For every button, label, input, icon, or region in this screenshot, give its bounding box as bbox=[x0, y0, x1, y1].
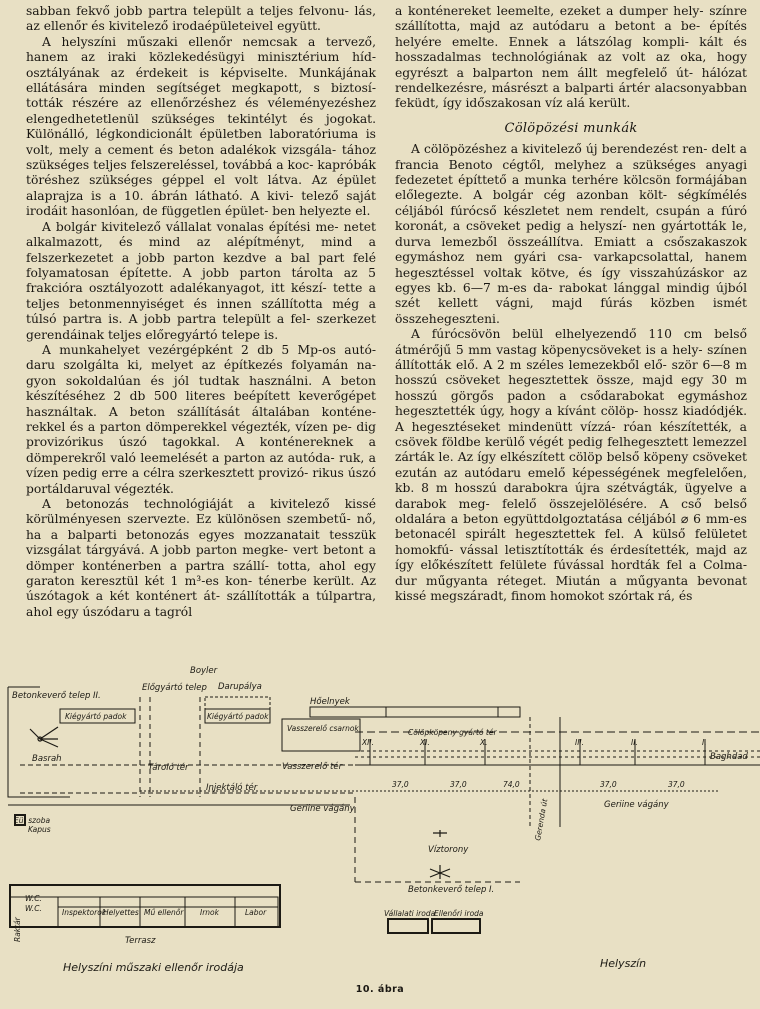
paragraph: A fúrócsövön belül elhelyezendő 110 cm belső átmérőjű 5 mm vastag köpenycsöveket is a hely- színen állították elő. A 2 m széles lemezekből elő- ször 6—8 m hosszú csöveket hegesztettek össze, majd egy 30 m hosszú görgős padon a csődarabokat egymáshoz hegesztették úgy, hogy a kívánt cölöp- hossz kiadódjék. A hegesztéseket mindenütt vízzá- róan készítették, a csövek földbe kerülő végét pedig felhegesztett lemezzel zárták le. Az így elkészített cölöp belső köpeny csöveket ezután az autódaru emelő képességének megfelelően, kb. 8 m hosszú darabokra újra szétvágták, ügyelve a darabok meg- felelő összejelölésére. A cső belső oldalára a beton együttdolgoztatása céljából ⌀ 6 mm-es betonacél spirált hegesztettek fel. A külső felületet homokfú- vással letisztították és érdesítették, majd az így előkészített felülete fúvással hordták fel a Colma- dur műgyanta réteget. Miután a műgyanta bevonat kissé megszáradt, finom homokot szórtak rá, és bbox=[395, 327, 747, 604]
building-outline bbox=[386, 707, 498, 717]
pier-label: XI. bbox=[420, 738, 430, 747]
figure-label: W.C. bbox=[25, 904, 42, 913]
paragraph: A betonozás technológiáját a kivitelező kissé körülményesen szervezte. Ez különösen szembetű- nő, ha a balparti betonozás egyes mozzanatait tesszük vizsgálat tárgyává. A jobb parton megke- vert betont a dömper konténerben a partra szállí- totta, ahol egy garaton keresztül két 1 m³-es kon- ténerbe került. Az úszótagok a két konténert át- szállították a túlpartra, ahol egy úszódaru a tagról bbox=[26, 497, 376, 619]
pier-label: III. bbox=[575, 738, 585, 747]
paragraph: A cölöpözéshez a kivitelező új berendezést ren- delt a francia Benoto cégtől, melyhez a szükséges anyagi fedezetet építtető a munka terhére kölcsön formájában előlegezte. A bolgár cég azonban költ- ségkímélés céljából fúrócső készletet nem rendelt, csupán a fúró koronát, a csöveket pedig a helyszí- nen gyártották le, durva lemezből összeállítva. Emiatt a csőszakaszok egymáshoz nem gyári csa- varkapcsolattal, hanem hegesztéssel voltak kötve, és így visszahúzáskor az egyes kb. 6—7 m-es da- rabokat lánggal mindig újból szét kellett vágni, majd fúrás közben ismét összehegeszteni. bbox=[395, 142, 747, 326]
pier-label: I. bbox=[702, 738, 707, 747]
figure-caption: 10. ábra bbox=[355, 984, 405, 995]
paragraph: sabban fekvő jobb partra települt a teljes felvonu- lás, az ellenőr és kivitelező irodaépületeivel együtt. bbox=[26, 4, 376, 34]
figure-label: Helyettes bbox=[103, 908, 139, 917]
figure-label: Betonkeverő telep I. bbox=[408, 885, 495, 895]
figure-label: Labor bbox=[245, 908, 267, 917]
building-outline bbox=[388, 919, 428, 933]
figure-label: Irnok bbox=[200, 908, 219, 917]
dimension-label: 37,0 bbox=[600, 780, 617, 789]
figure-label: Kapus bbox=[28, 825, 51, 834]
left-text-column bbox=[26, 4, 376, 620]
figure-label: Hőelnyek bbox=[310, 697, 350, 707]
pier-label: XII. bbox=[362, 738, 374, 747]
figure-label: Terrasz bbox=[125, 936, 156, 946]
tower-symbol bbox=[433, 830, 447, 837]
crane-track bbox=[140, 697, 200, 797]
building-outline bbox=[310, 707, 520, 717]
figure-label: Gerenda út bbox=[533, 798, 550, 842]
paragraph: A bolgár kivitelező vállalat vonalas építési me- netet alkalmazott, és mind az alépítményt, mind a felszerkezetet a jobb parton kezdve a bal part felé folyamatosan építette. A jobb parton tárolta az 5 frakcióra osztályozott adalékanyagot, itt készí- tette a teljes betonmennyiséget és innen szállította még a túlsó partra is. A jobb partra települt a fel- szerkezet gerendáinak teljes előregyártó telepe is. bbox=[26, 219, 376, 342]
figure-label: Ellenőri iroda bbox=[434, 909, 484, 918]
pier-label: II. bbox=[631, 738, 638, 747]
figure-label: Geriine vágány bbox=[604, 800, 669, 810]
figure-label: Basrah bbox=[32, 754, 62, 764]
right-text-column bbox=[395, 4, 747, 604]
mixer-symbol bbox=[30, 727, 58, 747]
figure-label: Injektáló tér bbox=[206, 783, 258, 793]
dimension-label: 37,0 bbox=[450, 780, 467, 789]
figure-label: Vasszerelő csarnok bbox=[287, 724, 359, 733]
figure-label: Előgyártó telep bbox=[142, 683, 207, 693]
dimension-label: 74,0 bbox=[503, 780, 520, 789]
site-plan-drawing bbox=[0, 657, 760, 977]
figure-label: Geriine vágány bbox=[290, 804, 355, 814]
figure-label: W.C. bbox=[25, 894, 42, 903]
figure-label: Kiégyártó padok bbox=[207, 712, 269, 721]
figure-label: Eü. szoba bbox=[14, 816, 51, 825]
figure-label: Betonkeverő telep II. bbox=[12, 691, 101, 701]
figure-label: Helyszín bbox=[600, 957, 647, 970]
pier-label: X. bbox=[480, 738, 488, 747]
figure-label: Víztorony bbox=[428, 845, 469, 855]
site-boundary bbox=[8, 687, 70, 797]
figure-label: Tároló tér bbox=[148, 763, 189, 773]
building-outline bbox=[432, 919, 480, 933]
section-heading: Cölöpözési munkák bbox=[504, 120, 638, 136]
figure-label: Kiégyártó padok bbox=[65, 712, 127, 721]
bridge-line bbox=[355, 751, 760, 757]
site-boundary bbox=[355, 797, 520, 882]
figure-label: Inspektorok bbox=[62, 908, 107, 917]
figure-label: Vasszerelő tér bbox=[282, 762, 343, 772]
figure-label: Boyler bbox=[190, 666, 218, 676]
dimension-label: 37,0 bbox=[668, 780, 685, 789]
paragraph: a konténereket leemelte, ezeket a dumper hely- színre szállította, majd az autódaru a betont a be- építés helyére emelte. Ennek a látszólag kompli- kált és hosszadalmas technológiának az volt az oka, hogy egyrészt a balparton nem állt megfelelő út- hálózat rendelkezésre, másrészt a balparti ártér alacsonyabban feküdt, így időszakosan víz alá került. bbox=[395, 4, 747, 111]
mixer-symbol bbox=[430, 865, 450, 879]
figure-label: Baghdad bbox=[710, 752, 748, 762]
office-outline bbox=[10, 885, 280, 927]
site-layout-figure bbox=[0, 657, 760, 977]
figure-label: Vállalati iroda bbox=[384, 909, 436, 918]
figure-label: Mű ellenőr bbox=[144, 908, 184, 917]
figure-label: Raktár bbox=[13, 917, 22, 942]
paragraph: A munkahelyet vezérgépként 2 db 5 Mp-os autó- daru szolgálta ki, melyet az építkezés folyamán na- gyon sokoldalúan és jól tudtak használni. A beton készítéséhez 2 db 500 literes beépített keverőgépet használtak. A beton szállítását általában konténe- rekkel és a parton dömperekkel végezték, vízen pe- dig provizórikus úszó tagokkal. A konténereknek a dömperekről való leemelését a parton az autóda- ruk, a vízen pedig erre a célra szerkesztett provizó- rikus úszó portáldaruval végezték. bbox=[26, 342, 376, 496]
figure-label: Darupálya bbox=[218, 682, 262, 692]
paragraph: A helyszíni műszaki ellenőr nemcsak a tervező, hanem az iraki közlekedésügyi minisztérium híd- osztályának az érdekeit is képviselte. Munkájának ellátására minden segítséget megkapott, s biztosí- tották részére az ellenőrzéshez és véleményezéshez elengedhetetlenül szükséges tekintélyt és jogokat. Különálló, légkondicionált épületben laboratóriuma is volt, mely a cement és beton adalékok vizsgála- tához szükséges teljes felszereléssel, továbbá a koc- kapróbák töréshez szükséges géppel el volt látva. Az épület alaprajza is a 10. ábrán látható. A kivi- telező saját irodáit hasonlóan, de független épület- ben helyezte el. bbox=[26, 34, 376, 219]
figure-label: Helyszíni műszaki ellenőr irodája bbox=[63, 961, 244, 974]
figure-label: Cölöpköpeny gyártó tér bbox=[408, 728, 497, 737]
dimension-label: 37,0 bbox=[392, 780, 409, 789]
building-outline bbox=[205, 697, 270, 709]
